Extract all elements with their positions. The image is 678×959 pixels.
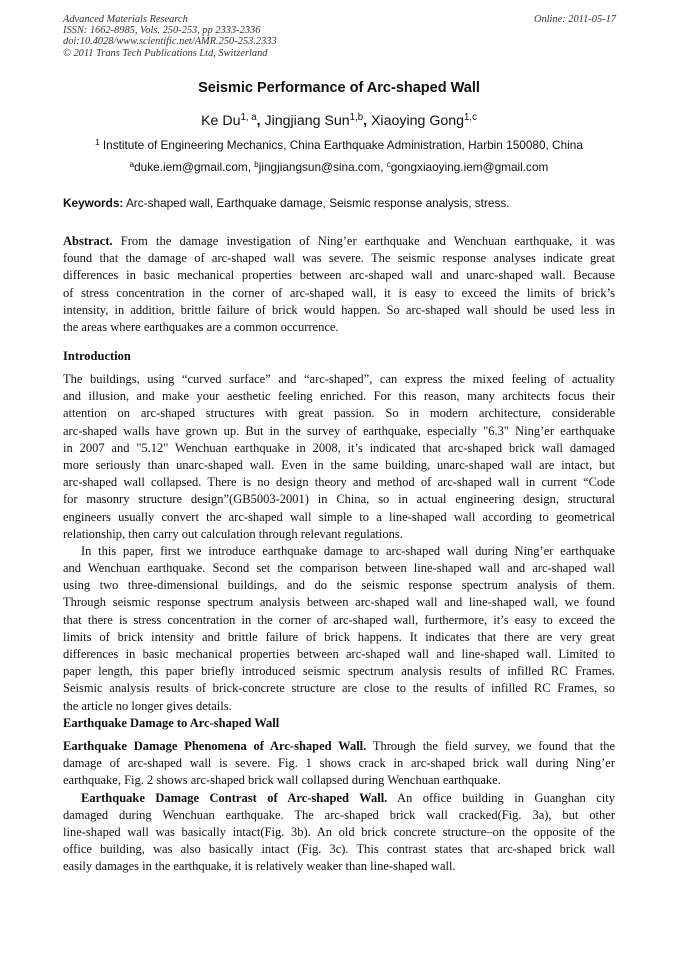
paper-title: Seismic Performance of Arc-shaped Wall bbox=[198, 80, 480, 96]
text-line: and illusion, and make your aesthetic feeling enriched. For this reason, many architects focus their bbox=[63, 389, 615, 404]
online-date: Online: 2011-05-17 bbox=[533, 14, 616, 25]
journal-header bbox=[63, 14, 277, 59]
author-name: Ke Du bbox=[201, 113, 241, 129]
text-line: engineers usually convert the arc-shaped wall simple to a line-shaped wall according to geometrical bbox=[63, 509, 615, 524]
keywords-label: Keywords: bbox=[63, 196, 124, 210]
journal-name: Advanced Materials Research bbox=[63, 14, 188, 25]
author-list bbox=[0, 113, 678, 129]
author-emails bbox=[0, 160, 678, 174]
text-line: arc-shaped walls have grown up. But in the survey of earthquake, especially "6.3" Ning’er earthquake bbox=[63, 423, 615, 438]
text-line: for masonry structure design”(GB5003-2001) in China, so in actual engineering design, structural bbox=[63, 492, 615, 507]
text-line: limits of brick intensity and brittle failure of brick happens. It indicates that there are very great bbox=[63, 629, 615, 644]
text-line: damage of arc-shaped wall is severe. Fig. 1 shows crack in arc-shaped brick wall during Ning’er bbox=[63, 756, 615, 771]
damage-body bbox=[63, 738, 615, 876]
affil-text: Institute of Engineering Mechanics, China Earthquake Administration, Harbin 150080, China bbox=[99, 138, 583, 152]
text-line: Through seismic response spectrum analysis between arc-shaped wall and line-shaped wall, we found bbox=[63, 595, 615, 610]
abstract bbox=[63, 233, 615, 336]
email-mark: c bbox=[386, 159, 391, 169]
author-name: Jingjiang Sun bbox=[264, 113, 350, 129]
text-line: the areas where earthquakes are a common occurrence. bbox=[63, 319, 339, 334]
text-line: that there is stress concentration in the corner of arc-shaped wall, furthermore, it’s easy to exceed the bbox=[63, 612, 615, 627]
email-link[interactable]: jingjiangsun@sina.com, bbox=[258, 160, 387, 174]
affil-mark: 1 bbox=[95, 137, 100, 147]
email-mark: a bbox=[129, 159, 135, 169]
text-line: Seismic analysis results of brick-concrete structure are close to the results of infilled RC Frames, so bbox=[63, 681, 615, 696]
author-affil-mark: 1,b bbox=[349, 111, 364, 123]
section-heading-introduction: Introduction bbox=[63, 349, 131, 363]
text-line: differences in basic mechanical properties between arc-shaped wall and line-shaped wall. Limited to bbox=[63, 647, 615, 661]
email-mark: b bbox=[254, 159, 259, 169]
section-heading-damage: Earthquake Damage to Arc-shaped Wall bbox=[63, 716, 280, 730]
text-line: found that the damage of arc-shaped wall was severe. The seismic response analyses indicate great bbox=[63, 251, 615, 266]
abstract-label: Abstract. bbox=[63, 234, 113, 248]
text-line: Abstract. From the damage investigation of Ning’er earthquake and Wenchuan earthquake, it was bbox=[63, 234, 615, 248]
text-line: line-shaped wall was basically intact(Fig. 3b). An old brick concrete structure–on the opposite of the bbox=[63, 824, 615, 839]
affiliation bbox=[0, 138, 678, 152]
text-line: easily damages in the earthquake, it is relatively weaker than line-shaped wall. bbox=[63, 859, 456, 874]
keywords bbox=[63, 196, 615, 210]
text-line: earthquake, Fig. 2 shows arc-shaped brick wall collapsed during Wenchuan earthquake. bbox=[63, 773, 501, 788]
text-line: The buildings, using “curved surface” and “arc-shaped”, can express the mixed feeling of actuality bbox=[63, 372, 615, 386]
author-affil-mark: 1,c bbox=[464, 111, 477, 123]
text-line: In this paper, first we introduce earthquake damage to arc-shaped wall during Ning’er earthquake bbox=[81, 543, 615, 558]
text-line: of stress concentration in the corner of arc-shaped wall, it is easy to exceed the limits of brick’s bbox=[63, 285, 615, 300]
text-line: damaged during Wenchuan earthquake. The arc-shaped brick wall cracked(Fig. 3a), but other bbox=[63, 807, 615, 822]
text-line: relationship, then carry out calculation through relevant regulations. bbox=[63, 526, 403, 541]
text-line: intensity, in addition, brittle failure of brick would happen. So arc-shaped wall should be used less in bbox=[63, 302, 615, 317]
author-separator: , bbox=[363, 113, 371, 129]
doi-line: doi:10.4028/www.scientific.net/AMR.250-253.2333 bbox=[63, 36, 277, 48]
text-line: Earthquake Damage Contrast of Arc-shaped Wall. An office building in Guanghan city bbox=[81, 790, 615, 805]
text-line: the article no longer gives details. bbox=[63, 698, 232, 713]
text-line: more seriously than unarc-shaped wall. Even in the same building, unarc-shaped wall are intact, but bbox=[63, 457, 615, 472]
text-line: office building, was also basically intact (Fig. 3c). This contrast states that arc-shaped brick wall bbox=[63, 842, 615, 857]
copyright-line: © 2011 Trans Tech Publications Ltd, Switzerland bbox=[63, 47, 268, 59]
text-line: and Wenchuan earthquake. Second set the comparison between line-shaped wall and arc-shaped wall bbox=[63, 561, 615, 576]
text-line: using two three-dimensional buildings, and do the seismic response spectrum analysis of them. bbox=[63, 578, 615, 593]
text-line: Earthquake Damage Phenomena of Arc-shaped Wall. Through the field survey, we found that the bbox=[63, 739, 615, 753]
paragraph-label: Earthquake Damage Phenomena of Arc-shaped Wall. bbox=[63, 739, 367, 753]
keywords-text: Arc-shaped wall, Earthquake damage, Seismic response analysis, stress. bbox=[123, 196, 510, 210]
text-line: attention on arc-shaped structures with great passion. So in modern architecture, considerable bbox=[63, 406, 615, 421]
email-link[interactable]: gongxiaoying.iem@gmail.com bbox=[390, 160, 549, 174]
author-separator: , bbox=[256, 113, 265, 129]
introduction-body bbox=[63, 371, 615, 715]
issn-line: ISSN: 1662-8985, Vols. 250-253, pp 2333-2336 bbox=[63, 25, 261, 37]
email-link[interactable]: duke.iem@gmail.com, bbox=[134, 160, 255, 174]
text-line: paper length, this paper briefly introduced seismic spectrum analysis results of infilled RC Frames. bbox=[63, 664, 615, 679]
paragraph-label: Earthquake Damage Contrast of Arc-shaped Wall. bbox=[81, 790, 388, 805]
author-name: Xiaoying Gong bbox=[370, 113, 465, 129]
text-line: arc-shaped wall collapsed. There is no design theory and method of arc-shaped wall in current “Code bbox=[63, 475, 615, 490]
text-line: differences in basic mechanical properties between arc-shaped wall and unarc-shaped wall. Because bbox=[63, 268, 615, 283]
text-line: in 2007 and "5.12" Wenchuan earthquake in 2008, it’s indicated that arc-shaped brick wall damaged bbox=[63, 440, 615, 455]
author-affil-mark: 1, a bbox=[240, 111, 257, 123]
